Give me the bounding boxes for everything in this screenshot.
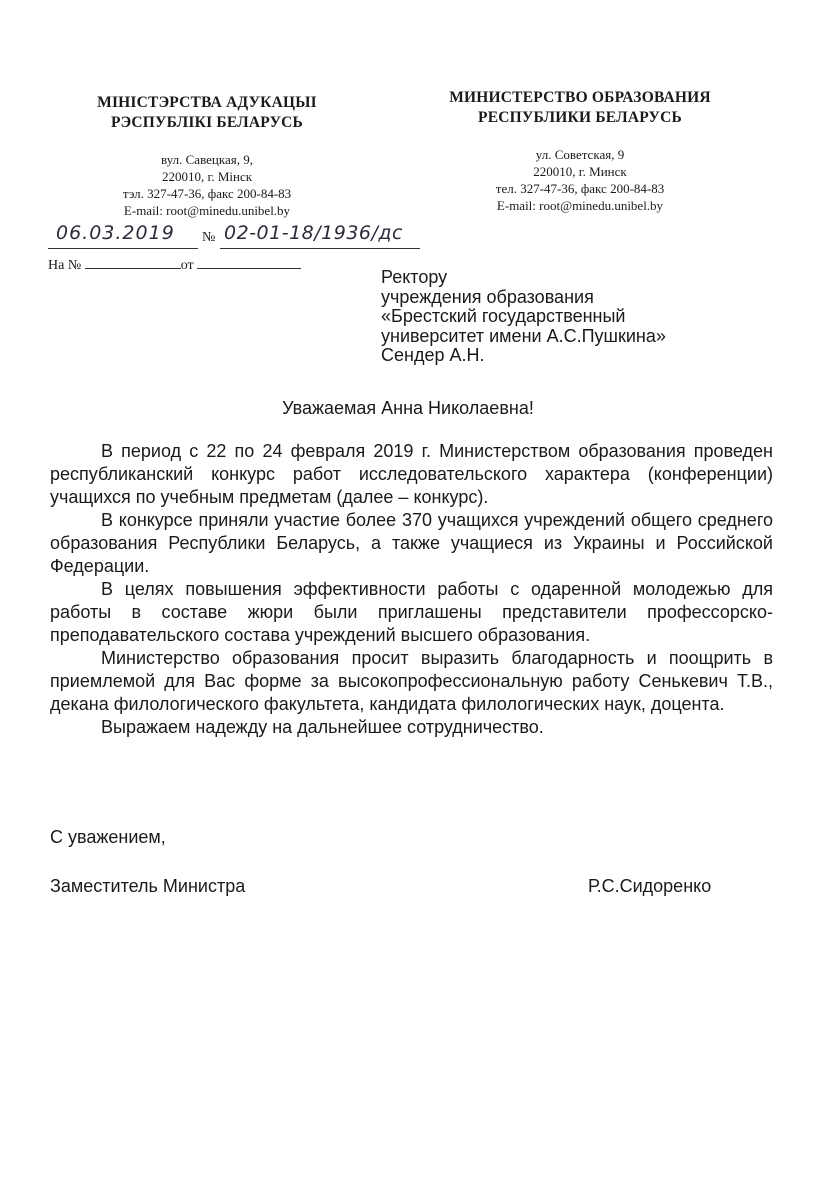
- address-block-ru: [420, 146, 740, 214]
- ministry-title-ru-line2: РЕСПУБЛИКИ БЕЛАРУСЬ: [478, 109, 682, 126]
- addressee-block: [381, 268, 666, 366]
- reference-number-blank: [85, 256, 181, 269]
- address-street-ru: ул. Советская, 9: [535, 147, 625, 162]
- letter-body: [50, 440, 773, 739]
- address-city-ru: 220010, г. Минск: [533, 164, 627, 179]
- registration-date: 06.03.2019: [56, 222, 175, 244]
- number-sign: №: [202, 230, 216, 245]
- header-belarusian: [62, 93, 352, 219]
- reference-line: [48, 256, 301, 274]
- address-street-be: вул. Савецкая, 9,: [161, 152, 253, 167]
- signatory-position: Заместитель Министра: [50, 876, 246, 896]
- address-email-ru: E-mail: root@minedu.unibel.by: [496, 198, 664, 213]
- address-block-be: [62, 151, 352, 219]
- registration-number: 02-01-18/1936/дс: [224, 222, 403, 244]
- addressee-line3: «Брестский государственный: [381, 306, 626, 326]
- header-russian: [420, 88, 740, 214]
- registration-line: [48, 222, 448, 250]
- reference-from-label: от: [180, 258, 194, 273]
- addressee-line2: учреждения образования: [381, 286, 594, 307]
- address-email-be: E-mail: root@minedu.unibel.by: [123, 203, 291, 218]
- signatory-name: Р.С.Сидоренко: [588, 876, 712, 896]
- paragraph-4: Министерство образования просит выразить благодарность и поощрить в приемлемой для Вас форме за высокопрофессиональную работу Сенькевич Т.В., декана филологического факультета, кандидата филологических наук, доцента.: [50, 648, 773, 714]
- closing-phrase: С уважением,: [50, 827, 166, 847]
- addressee-line5: Сендер А.Н.: [381, 345, 485, 365]
- reference-prefix: На №: [48, 258, 82, 273]
- ministry-title-ru-line1: МИНИСТЕРСТВО ОБРАЗОВАНИЯ: [449, 89, 711, 106]
- address-phone-ru: тел. 327-47-36, факс 200-84-83: [495, 181, 665, 196]
- addressee-line1: Ректору: [381, 267, 448, 287]
- ministry-title-be-line1: МІНІСТЭРСТВА АДУКАЦЫІ: [97, 94, 317, 111]
- date-underline: [48, 248, 198, 249]
- paragraph-5: Выражаем надежду на дальнейшее сотрудничество.: [101, 717, 544, 737]
- paragraph-3: В целях повышения эффективности работы с одаренной молодежью для работы в составе жюри были приглашены представители профессорско-преподавательского состава учреждений высшего образования.: [50, 579, 773, 645]
- addressee-line4: университет имени А.С.Пушкина»: [381, 325, 666, 346]
- paragraph-1: В период с 22 по 24 февраля 2019 г. Министерством образования проведен республиканский конкурс работ исследовательского характера (конференции) учащихся по учебным предметам (далее – конкурс).: [50, 441, 773, 507]
- paragraph-2: В конкурсе приняли участие более 370 учащихся учреждений общего среднего образования Республики Беларусь, а также учащиеся из Украины и Российской Федерации.: [50, 510, 773, 576]
- ministry-title-be-line2: РЭСПУБЛІКІ БЕЛАРУСЬ: [110, 114, 304, 131]
- number-underline: [220, 248, 420, 249]
- salutation: Уважаемая Анна Николаевна!: [282, 398, 534, 418]
- address-phone-be: тэл. 327-47-36, факс 200-84-83: [122, 186, 292, 201]
- reference-date-blank: [197, 256, 301, 269]
- address-city-be: 220010, г. Мінск: [161, 169, 253, 184]
